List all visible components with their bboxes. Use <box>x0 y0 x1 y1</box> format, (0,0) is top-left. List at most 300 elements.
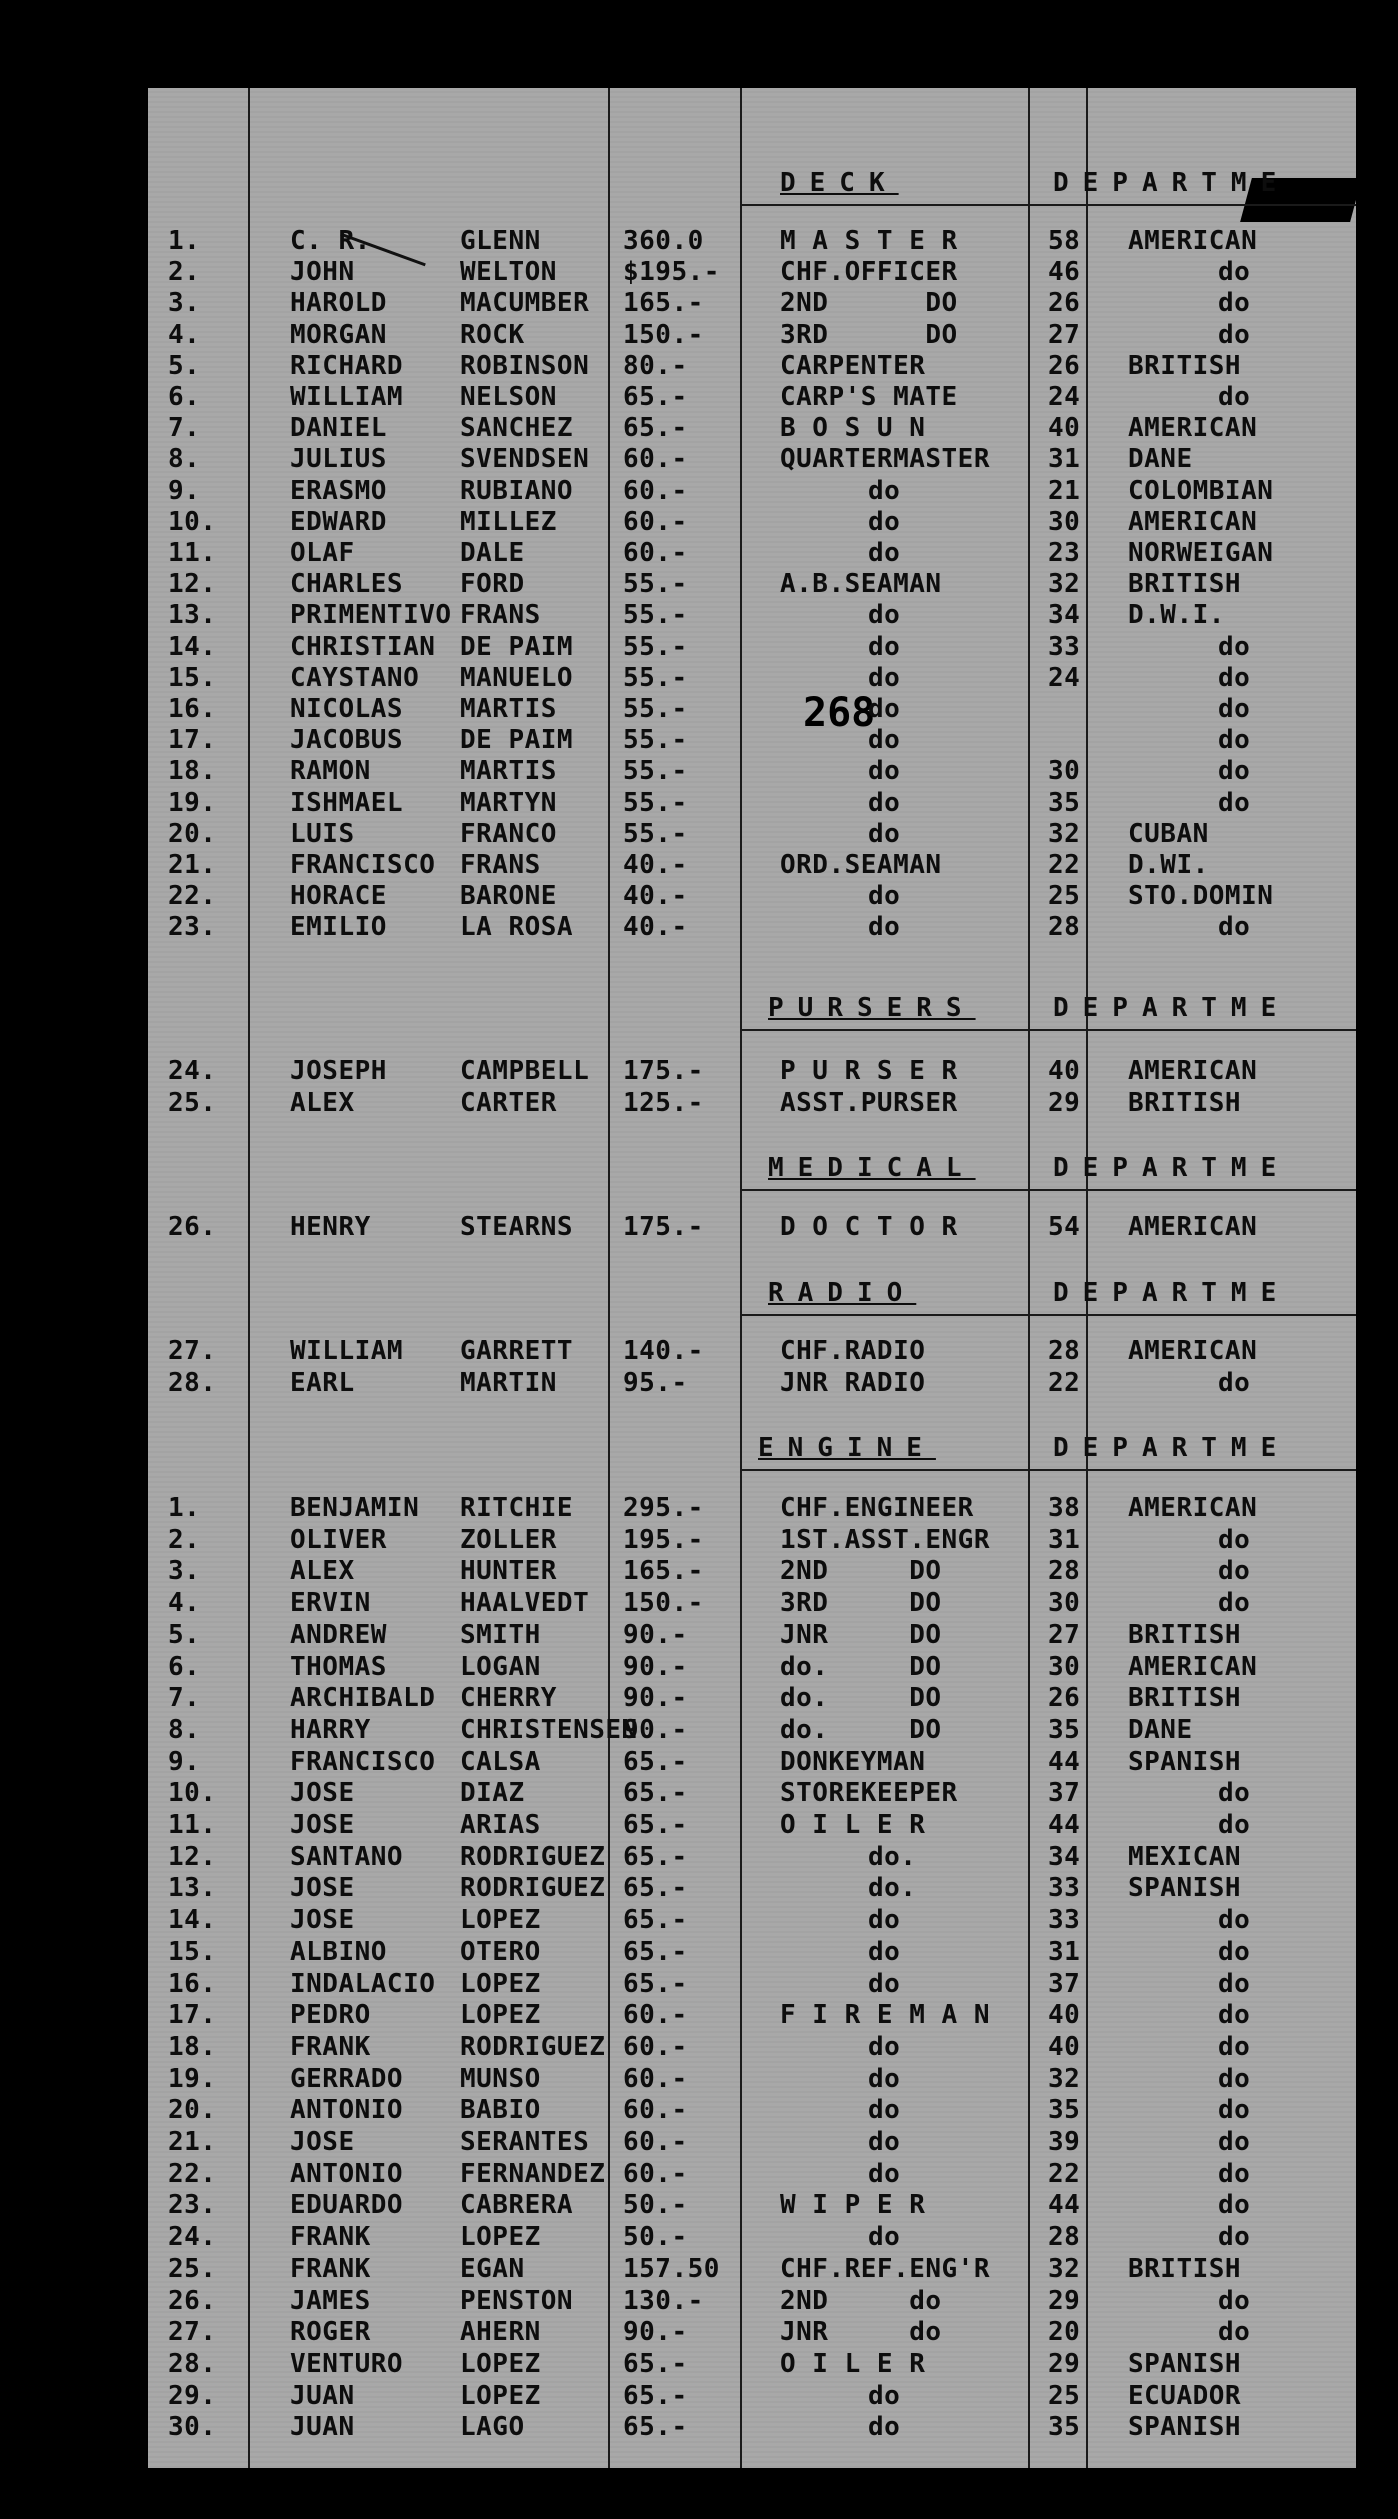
first-name: DANIEL <box>290 413 387 444</box>
rank: W I P E R <box>780 2190 926 2221</box>
last-name: NELSON <box>460 382 557 412</box>
nationality: do <box>1218 1778 1251 1809</box>
last-name: FRANS <box>460 600 541 631</box>
rank: CHF.OFFICER <box>780 257 958 288</box>
nationality: do <box>1218 2158 1251 2189</box>
row-number: 23. <box>168 2190 217 2221</box>
first-name: JOSE <box>290 1873 355 1904</box>
last-name: LAGO <box>460 2412 525 2443</box>
first-name: JUAN <box>290 2380 355 2411</box>
age: 35 <box>1048 1714 1081 1745</box>
last-name: STEARNS <box>460 1212 574 1242</box>
nationality: BRITISH <box>1128 569 1242 600</box>
age: 29 <box>1048 2285 1081 2316</box>
nationality: do <box>1218 725 1251 756</box>
first-name: JACOBUS <box>290 725 404 756</box>
rank: JNR DO <box>780 1619 942 1650</box>
last-name: MARTIS <box>460 756 557 787</box>
nationality: AMERICAN <box>1128 1212 1258 1242</box>
age: 54 <box>1048 1212 1081 1242</box>
rank: do <box>868 506 901 537</box>
wage: 60.- <box>623 506 688 537</box>
row-number: 8. <box>168 1714 201 1745</box>
wage: 55.- <box>623 694 688 724</box>
wage: 55.- <box>623 787 688 818</box>
rank: do <box>868 2380 901 2411</box>
nationality: do <box>1218 288 1251 319</box>
department-heading: PURSERS <box>768 993 976 1023</box>
rank: do <box>868 1905 901 1936</box>
row-number: 2. <box>168 1524 201 1555</box>
row-number: 7. <box>168 1683 201 1714</box>
first-name: ALEX <box>290 1088 355 1118</box>
last-name: RODRIGUEZ <box>460 2031 606 2062</box>
column-rule <box>248 88 250 2468</box>
last-name: MARTIS <box>460 694 557 724</box>
wage: 90.- <box>623 2317 688 2348</box>
nationality: do <box>1218 2285 1251 2316</box>
first-name: ROGER <box>290 2317 371 2348</box>
row-number: 13. <box>168 1873 217 1904</box>
wage: 80.- <box>623 350 688 381</box>
row-number: 11. <box>168 1810 217 1840</box>
row-number: 11. <box>168 538 217 568</box>
row-number: 26. <box>168 2285 217 2316</box>
rank: M A S T E R <box>780 226 958 256</box>
wage: 50.- <box>623 2222 688 2253</box>
age: 30 <box>1048 1651 1081 1682</box>
first-name: HENRY <box>290 1212 371 1242</box>
nationality: do <box>1218 257 1251 288</box>
last-name: MARTIN <box>460 1368 557 1398</box>
last-name: AHERN <box>460 2317 541 2348</box>
row-number: 5. <box>168 1619 201 1650</box>
last-name: CALSA <box>460 1746 541 1777</box>
rank: do <box>868 538 901 568</box>
stamp-number: 268 <box>803 690 876 736</box>
wage: 60.- <box>623 538 688 568</box>
age: 39 <box>1048 2127 1081 2157</box>
row-number: 6. <box>168 1651 201 1682</box>
last-name: BARONE <box>460 881 557 912</box>
last-name: LOPEZ <box>460 2222 541 2253</box>
first-name: JOSEPH <box>290 1056 387 1086</box>
row-number: 3. <box>168 1556 201 1587</box>
age: 34 <box>1048 600 1081 631</box>
first-name: JULIUS <box>290 444 387 475</box>
rank: 3RD DO <box>780 1588 942 1619</box>
nationality: do <box>1218 382 1251 412</box>
last-name: RUBIANO <box>460 475 574 506</box>
last-name: FORD <box>460 569 525 600</box>
document-page <box>148 88 1356 2468</box>
wage: 65.- <box>623 1936 688 1967</box>
rank: JNR do <box>780 2317 942 2348</box>
wage: 90.- <box>623 1683 688 1714</box>
department-heading-suffix: DEPARTME <box>1053 993 1291 1023</box>
column-rule <box>1028 88 1030 2468</box>
nationality: CUBAN <box>1128 818 1209 849</box>
row-number: 29. <box>168 2380 217 2411</box>
wage: 60.- <box>623 475 688 506</box>
age: 33 <box>1048 1905 1081 1936</box>
nationality: SPANISH <box>1128 1746 1242 1777</box>
last-name: LOPEZ <box>460 1905 541 1936</box>
wage: 90.- <box>623 1619 688 1650</box>
first-name: ISHMAEL <box>290 787 404 818</box>
row-number: 27. <box>168 1336 217 1366</box>
wage: 65.- <box>623 1873 688 1904</box>
last-name: OTERO <box>460 1936 541 1967</box>
last-name: RITCHIE <box>460 1493 574 1523</box>
wage: 125.- <box>623 1088 704 1118</box>
department-rule <box>740 1469 1356 1471</box>
rank: CHF.RADIO <box>780 1336 926 1366</box>
nationality: do <box>1218 1556 1251 1587</box>
nationality: do <box>1218 756 1251 787</box>
wage: 165.- <box>623 288 704 319</box>
rank: A.B.SEAMAN <box>780 569 942 600</box>
rank: do <box>868 2127 901 2157</box>
age: 29 <box>1048 1088 1081 1118</box>
row-number: 5. <box>168 350 201 381</box>
wage: 360.0 <box>623 226 704 256</box>
department-heading-suffix: DEPARTME <box>1053 1278 1291 1308</box>
row-number: 19. <box>168 2063 217 2094</box>
nationality: do <box>1218 1810 1251 1840</box>
nationality: BRITISH <box>1128 1683 1242 1714</box>
row-number: 28. <box>168 2348 217 2379</box>
wage: 65.- <box>623 1810 688 1840</box>
nationality: do <box>1218 694 1251 724</box>
last-name: LOPEZ <box>460 2000 541 2031</box>
first-name: CHARLES <box>290 569 404 600</box>
last-name: CHERRY <box>460 1683 557 1714</box>
age: 28 <box>1048 912 1081 943</box>
row-number: 9. <box>168 1746 201 1777</box>
rank: P U R S E R <box>780 1056 958 1086</box>
first-name: JAMES <box>290 2285 371 2316</box>
row-number: 10. <box>168 1778 217 1809</box>
wage: 65.- <box>623 1778 688 1809</box>
row-number: 21. <box>168 850 217 880</box>
first-name: JOSE <box>290 1778 355 1809</box>
nationality: AMERICAN <box>1128 1336 1258 1366</box>
wage: 55.- <box>623 631 688 662</box>
nationality: D.WI. <box>1128 850 1209 880</box>
rank: do <box>868 756 901 787</box>
nationality: DANE <box>1128 1714 1193 1745</box>
wage: 65.- <box>623 1968 688 1999</box>
row-number: 7. <box>168 413 201 444</box>
wage: 60.- <box>623 2158 688 2189</box>
wage: 90.- <box>623 1714 688 1745</box>
row-number: 17. <box>168 2000 217 2031</box>
wage: 50.- <box>623 2190 688 2221</box>
first-name: JOHN <box>290 257 355 288</box>
nationality: AMERICAN <box>1128 413 1258 444</box>
first-name: LUIS <box>290 818 355 849</box>
rank: do <box>868 600 901 631</box>
rank: do <box>868 475 901 506</box>
first-name: HARRY <box>290 1714 371 1745</box>
row-number: 19. <box>168 787 217 818</box>
nationality: do <box>1218 2222 1251 2253</box>
row-number: 9. <box>168 475 201 506</box>
department-heading: RADIO <box>768 1278 917 1308</box>
nationality: DANE <box>1128 444 1193 475</box>
nationality: do <box>1218 631 1251 662</box>
department-heading-suffix: DEPARTME <box>1053 1153 1291 1183</box>
last-name: LOGAN <box>460 1651 541 1682</box>
wage: 65.- <box>623 2412 688 2443</box>
first-name: THOMAS <box>290 1651 387 1682</box>
wage: 150.- <box>623 1588 704 1619</box>
wage: 150.- <box>623 319 704 350</box>
nationality: do <box>1218 2000 1251 2031</box>
first-name: FRANK <box>290 2253 371 2284</box>
rank: do. DO <box>780 1714 942 1745</box>
last-name: SMITH <box>460 1619 541 1650</box>
row-number: 25. <box>168 2253 217 2284</box>
last-name: LA ROSA <box>460 912 574 943</box>
nationality: do <box>1218 2063 1251 2094</box>
rank: do <box>868 2063 901 2094</box>
nationality: do <box>1218 2095 1251 2126</box>
wage: 40.- <box>623 850 688 880</box>
last-name: DE PAIM <box>460 725 574 756</box>
wage: $195.- <box>623 257 720 288</box>
age: 31 <box>1048 444 1081 475</box>
first-name: SANTANO <box>290 1841 404 1872</box>
age: 20 <box>1048 2317 1081 2348</box>
last-name: DE PAIM <box>460 631 574 662</box>
age: 27 <box>1048 1619 1081 1650</box>
nationality: BRITISH <box>1128 1619 1242 1650</box>
last-name: RODRIGUEZ <box>460 1873 606 1904</box>
nationality: do <box>1218 1936 1251 1967</box>
first-name: ANDREW <box>290 1619 387 1650</box>
wage: 195.- <box>623 1524 704 1555</box>
last-name: DALE <box>460 538 525 568</box>
nationality: do <box>1218 2031 1251 2062</box>
wage: 95.- <box>623 1368 688 1398</box>
wage: 55.- <box>623 600 688 631</box>
row-number: 25. <box>168 1088 217 1118</box>
rank: do <box>868 2095 901 2126</box>
row-number: 15. <box>168 662 217 693</box>
rank: do <box>868 2031 901 2062</box>
row-number: 12. <box>168 569 217 600</box>
row-number: 2. <box>168 257 201 288</box>
row-number: 14. <box>168 1905 217 1936</box>
last-name: ROCK <box>460 319 525 350</box>
last-name: BABIO <box>460 2095 541 2126</box>
rank: CARPENTER <box>780 350 926 381</box>
department-heading: ENGINE <box>758 1433 936 1463</box>
first-name: PEDRO <box>290 2000 371 2031</box>
age: 28 <box>1048 2222 1081 2253</box>
last-name: EGAN <box>460 2253 525 2284</box>
department-heading-suffix: DEPARTME <box>1053 168 1291 198</box>
rank: O I L E R <box>780 2348 926 2379</box>
age: 32 <box>1048 569 1081 600</box>
row-number: 14. <box>168 631 217 662</box>
rank: JNR RADIO <box>780 1368 926 1398</box>
first-name: ARCHIBALD <box>290 1683 436 1714</box>
wage: 130.- <box>623 2285 704 2316</box>
last-name: FRANCO <box>460 818 557 849</box>
row-number: 18. <box>168 2031 217 2062</box>
rank: do. DO <box>780 1683 942 1714</box>
wage: 60.- <box>623 2063 688 2094</box>
age: 22 <box>1048 1368 1081 1398</box>
age: 21 <box>1048 475 1081 506</box>
nationality: BRITISH <box>1128 1088 1242 1118</box>
wage: 165.- <box>623 1556 704 1587</box>
last-name: PENSTON <box>460 2285 574 2316</box>
wage: 55.- <box>623 569 688 600</box>
wage: 90.- <box>623 1651 688 1682</box>
first-name: FRANCISCO <box>290 850 436 880</box>
age: 35 <box>1048 2412 1081 2443</box>
wage: 175.- <box>623 1056 704 1086</box>
department-heading: MEDICAL <box>768 1153 976 1183</box>
first-name: CHRISTIAN <box>290 631 436 662</box>
nationality: SPANISH <box>1128 2412 1242 2443</box>
row-number: 23. <box>168 912 217 943</box>
nationality: AMERICAN <box>1128 1651 1258 1682</box>
last-name: CABRERA <box>460 2190 574 2221</box>
first-name: ANTONIO <box>290 2095 404 2126</box>
rank: do <box>868 2412 901 2443</box>
rank: do <box>868 787 901 818</box>
first-name: WILLIAM <box>290 382 404 412</box>
first-name: EDUARDO <box>290 2190 404 2221</box>
rank: QUARTERMASTER <box>780 444 990 475</box>
first-name: OLIVER <box>290 1524 387 1555</box>
nationality: AMERICAN <box>1128 1056 1258 1086</box>
first-name: FRANK <box>290 2222 371 2253</box>
age: 35 <box>1048 2095 1081 2126</box>
nationality: SPANISH <box>1128 1873 1242 1904</box>
first-name: GERRADO <box>290 2063 404 2094</box>
wage: 65.- <box>623 382 688 412</box>
wage: 55.- <box>623 725 688 756</box>
age: 30 <box>1048 1588 1081 1619</box>
column-rule <box>740 88 742 2468</box>
age: 34 <box>1048 1841 1081 1872</box>
row-number: 4. <box>168 1588 201 1619</box>
wage: 55.- <box>623 756 688 787</box>
nationality: do <box>1218 2127 1251 2157</box>
wage: 65.- <box>623 2348 688 2379</box>
wage: 40.- <box>623 912 688 943</box>
age: 33 <box>1048 631 1081 662</box>
rank: 3RD DO <box>780 319 958 350</box>
row-number: 16. <box>168 1968 217 1999</box>
last-name: LOPEZ <box>460 2348 541 2379</box>
last-name: ZOLLER <box>460 1524 557 1555</box>
last-name: DIAZ <box>460 1778 525 1809</box>
age: 33 <box>1048 1873 1081 1904</box>
last-name: GARRETT <box>460 1336 574 1366</box>
last-name: ARIAS <box>460 1810 541 1840</box>
last-name: MILLEZ <box>460 506 557 537</box>
nationality: AMERICAN <box>1128 506 1258 537</box>
last-name: MUNSO <box>460 2063 541 2094</box>
last-name: GLENN <box>460 226 541 256</box>
row-number: 15. <box>168 1936 217 1967</box>
rank: do <box>868 2158 901 2189</box>
rank: do <box>868 694 901 724</box>
nationality: BRITISH <box>1128 350 1242 381</box>
wage: 60.- <box>623 2095 688 2126</box>
first-name: EMILIO <box>290 912 387 943</box>
wage: 140.- <box>623 1336 704 1366</box>
wage: 55.- <box>623 818 688 849</box>
rank: do. DO <box>780 1651 942 1682</box>
first-name: CAYSTANO <box>290 662 420 693</box>
nationality: do <box>1218 912 1251 943</box>
last-name: LOPEZ <box>460 2380 541 2411</box>
row-number: 26. <box>168 1212 217 1242</box>
first-name: JOSE <box>290 1810 355 1840</box>
first-name: WILLIAM <box>290 1336 404 1366</box>
age: 28 <box>1048 1336 1081 1366</box>
age: 24 <box>1048 382 1081 412</box>
nationality: D.W.I. <box>1128 600 1225 631</box>
wage: 40.- <box>623 881 688 912</box>
first-name: RICHARD <box>290 350 404 381</box>
age: 38 <box>1048 1493 1081 1523</box>
age: 31 <box>1048 1524 1081 1555</box>
wage: 60.- <box>623 2031 688 2062</box>
age: 23 <box>1048 538 1081 568</box>
rank: do <box>868 881 901 912</box>
age: 26 <box>1048 288 1081 319</box>
first-name: ANTONIO <box>290 2158 404 2189</box>
first-name: VENTURO <box>290 2348 404 2379</box>
first-name: OLAF <box>290 538 355 568</box>
nationality: do <box>1218 2317 1251 2348</box>
last-name: MARTYN <box>460 787 557 818</box>
nationality: do <box>1218 2190 1251 2221</box>
nationality: do <box>1218 662 1251 693</box>
rank: D O C T O R <box>780 1212 958 1242</box>
age: 32 <box>1048 2063 1081 2094</box>
row-number: 4. <box>168 319 201 350</box>
last-name: RODRIGUEZ <box>460 1841 606 1872</box>
rank: do <box>868 1936 901 1967</box>
last-name: FRANS <box>460 850 541 880</box>
row-number: 16. <box>168 694 217 724</box>
last-name: LOPEZ <box>460 1968 541 1999</box>
age: 24 <box>1048 662 1081 693</box>
age: 32 <box>1048 2253 1081 2284</box>
department-rule <box>740 1189 1356 1191</box>
wage: 295.- <box>623 1493 704 1523</box>
rank: do <box>868 631 901 662</box>
nationality: AMERICAN <box>1128 1493 1258 1523</box>
last-name: MACUMBER <box>460 288 590 319</box>
row-number: 13. <box>168 600 217 631</box>
age: 40 <box>1048 2031 1081 2062</box>
rank: do <box>868 662 901 693</box>
age: 30 <box>1048 506 1081 537</box>
age: 37 <box>1048 1778 1081 1809</box>
age: 35 <box>1048 787 1081 818</box>
